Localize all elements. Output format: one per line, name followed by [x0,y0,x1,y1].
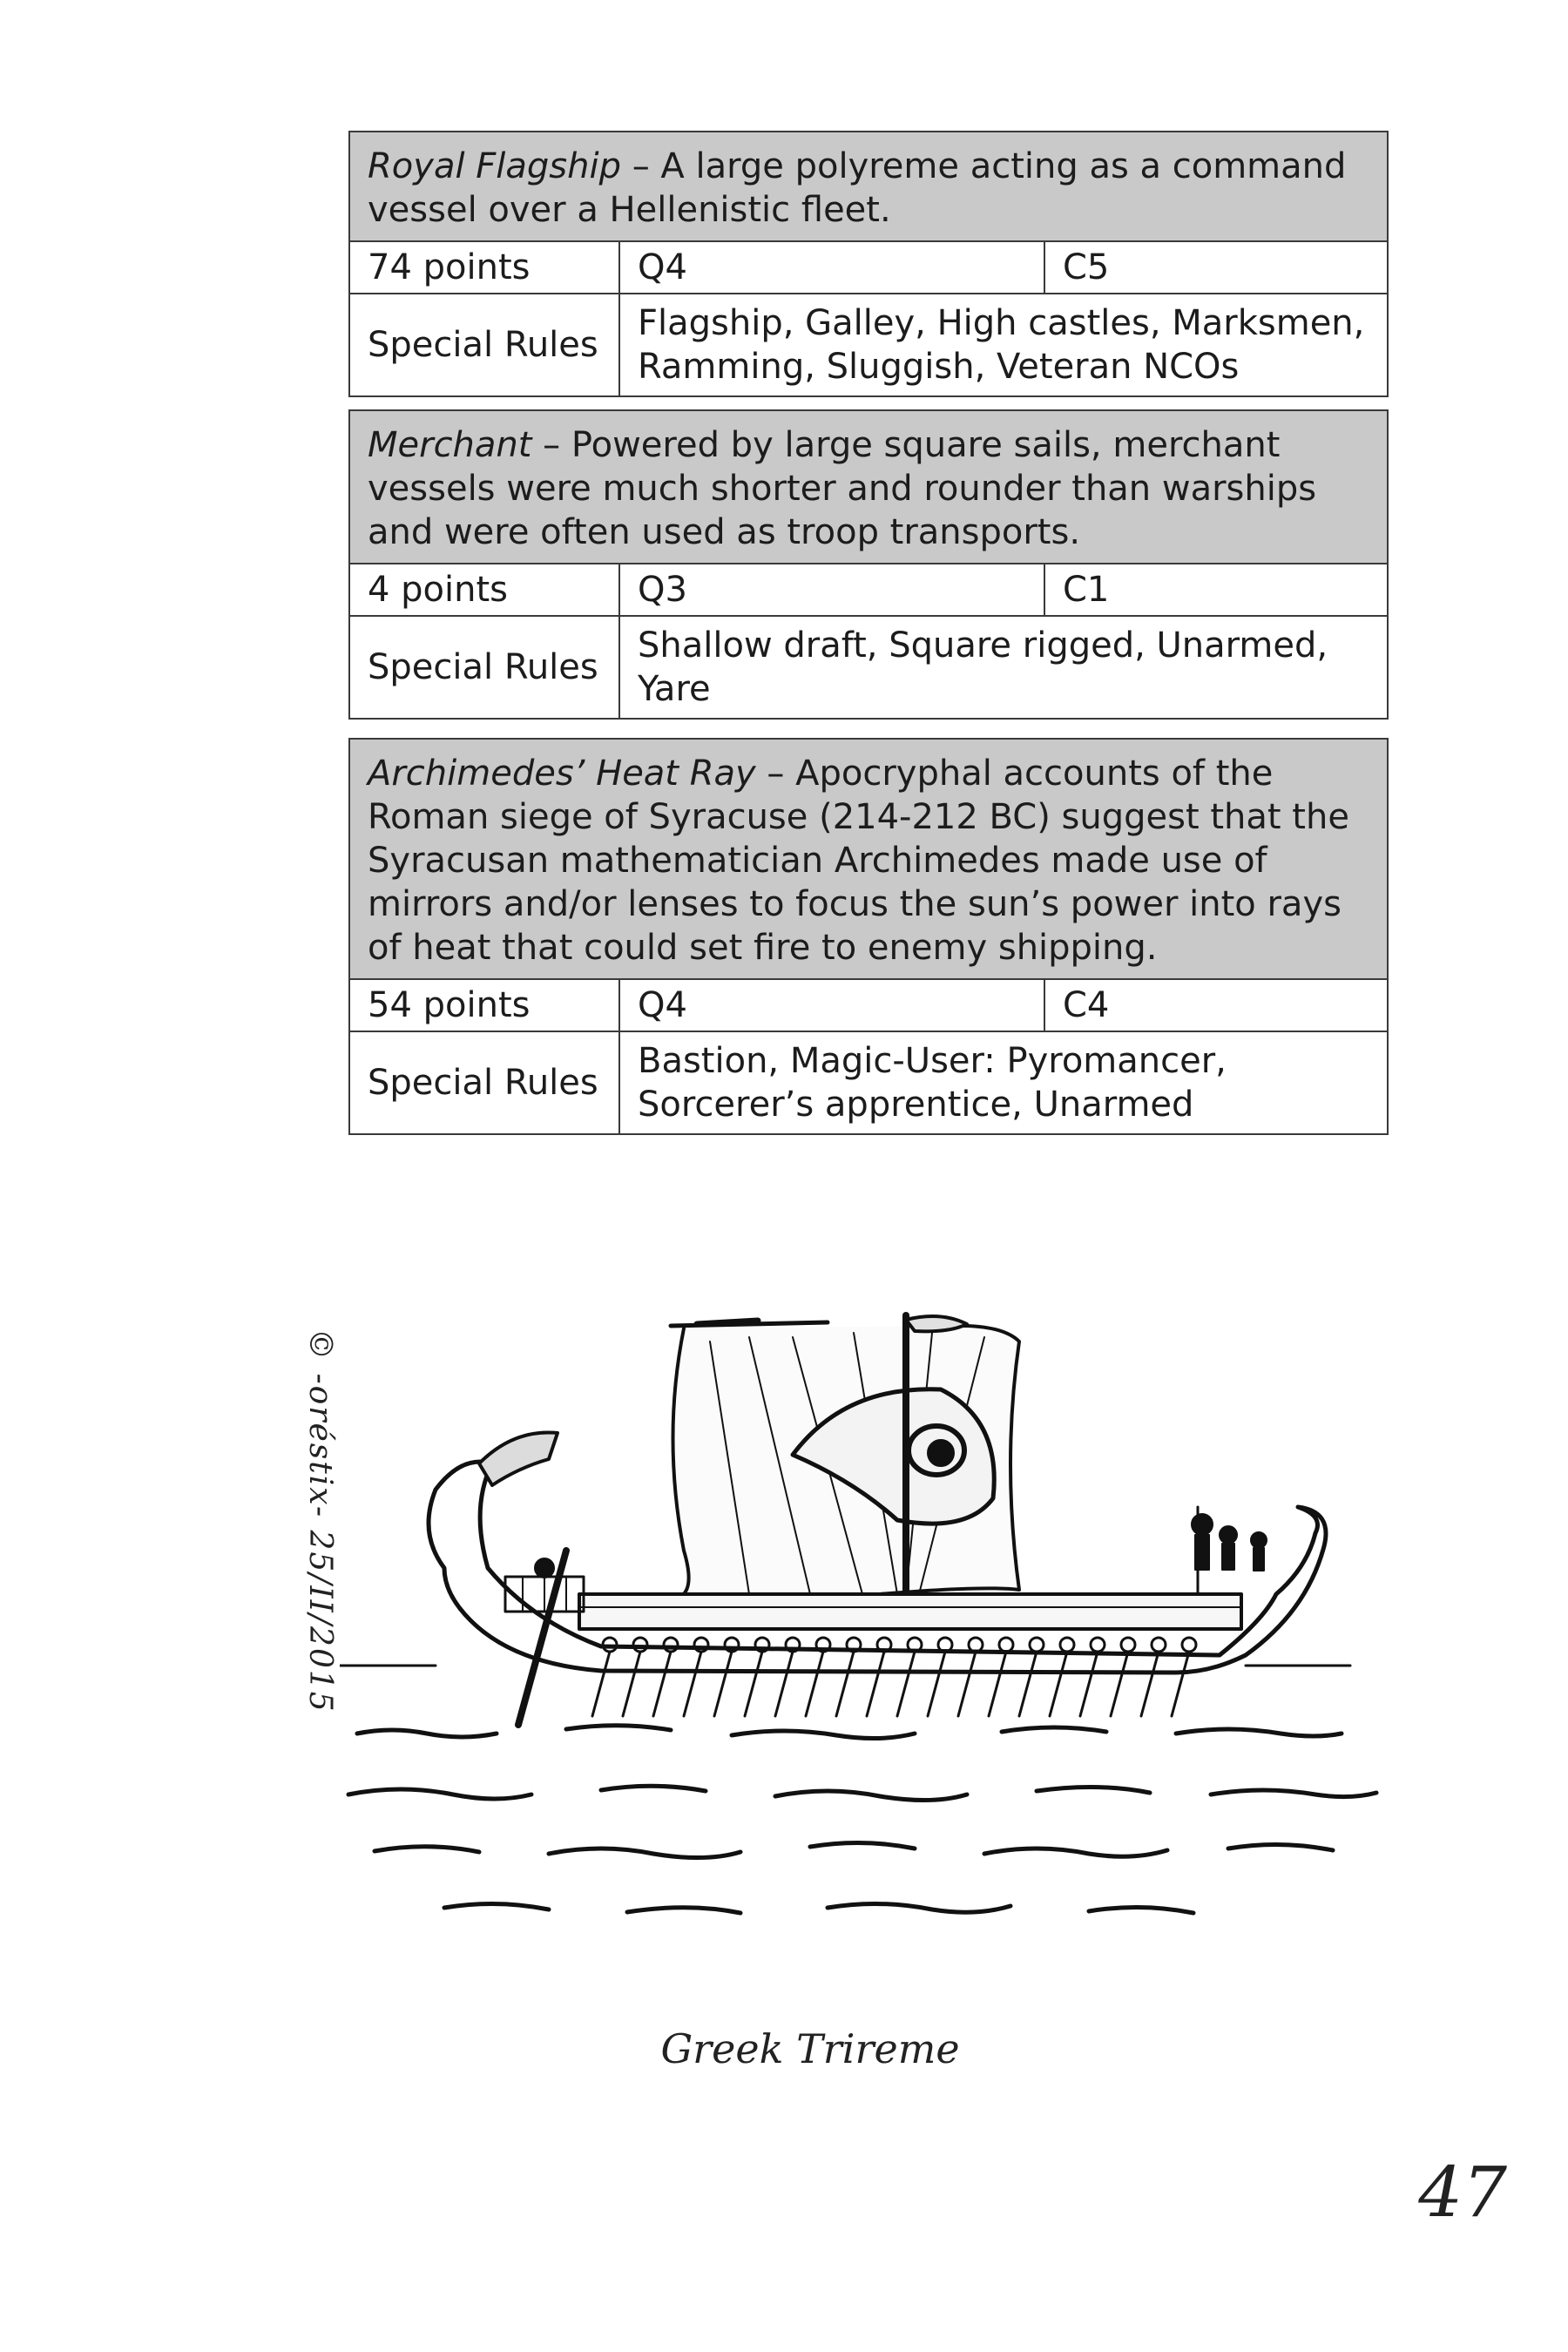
special-rules-label: Special Rules [349,294,619,396]
unit-name: Archimedes’ Heat Ray [368,754,756,794]
unit-quality: Q3 [619,564,1044,616]
unit-points: 4 points [349,564,619,616]
special-rules: Flagship, Galley, High castles, Marksmen, Ramming, Sluggish, Veteran NCOs [619,294,1388,396]
unit-description [349,132,1388,241]
unit-table-merchant [348,409,1389,720]
unit-combat: C4 [1044,979,1388,1031]
unit-description [349,410,1388,564]
page-number: 47 [1418,2152,1507,2233]
special-rules: Shallow draft, Square rigged, Unarmed, Yare [619,616,1388,719]
unit-quality: Q4 [619,979,1044,1031]
unit-combat: C5 [1044,241,1388,294]
unit-description-text: – Powered by large square sails, merchant vessels were much shorter and rounder than warships and were often used as troop transports. [368,425,1317,552]
unit-quality: Q4 [619,241,1044,294]
unit-description [349,739,1388,979]
special-rules-label: Special Rules [349,1031,619,1134]
trireme-illustration [340,1307,1402,2038]
illustration-caption: Greek Trireme [660,2025,960,2072]
unit-points: 74 points [349,241,619,294]
unit-name: Royal Flagship [368,146,621,186]
unit-points: 54 points [349,979,619,1031]
unit-description-text: – A large polyreme acting as a command vessel over a Hellenistic fleet. [368,146,1347,230]
special-rules-label: Special Rules [349,616,619,719]
unit-combat: C1 [1044,564,1388,616]
unit-table-heat-ray [348,738,1389,1135]
unit-description-text: – Apocryphal accounts of the Roman siege of Syracuse (214-212 BC) suggest that the Syracusan mathematician Archimedes made use of mirrors and/or lenses to focus the sun’s power into rays of heat that could set fire to enemy shipping. [368,754,1349,968]
special-rules: Bastion, Magic-User: Pyromancer, Sorcerer’s apprentice, Unarmed [619,1031,1388,1134]
artist-signature-text: © -oréstix- 25/II/2015 [302,1328,338,1713]
unit-name: Merchant [368,425,532,465]
unit-table-royal-flagship [348,131,1389,397]
